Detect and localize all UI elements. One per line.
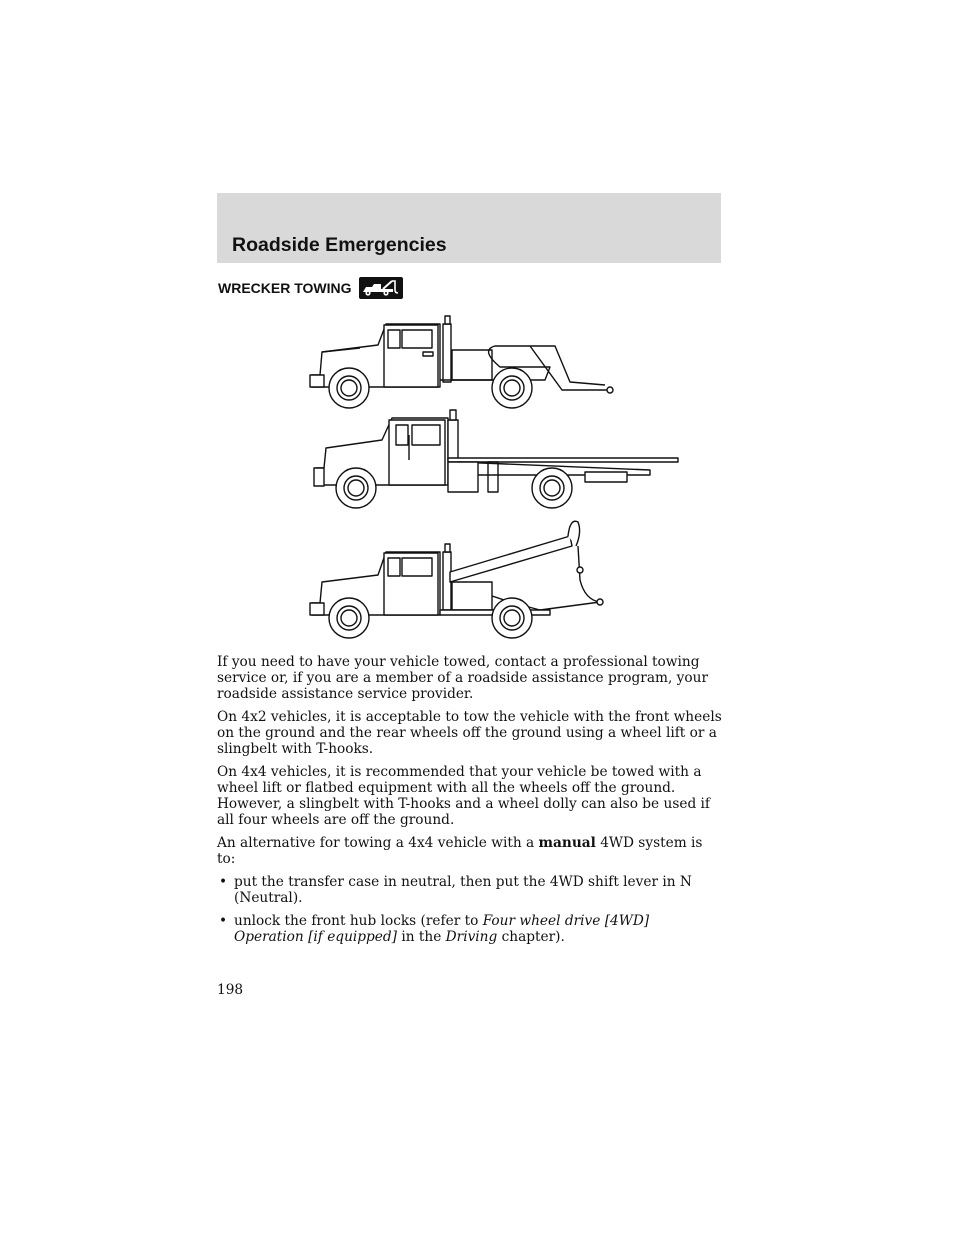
paragraph: On 4x2 vehicles, it is acceptable to tow the vehicle with the front wheels on the ground and the rear wheels off the ground using a wheel lift or a slingbelt with T-hooks. xyxy=(217,709,722,757)
body-text xyxy=(217,654,723,952)
paragraph xyxy=(217,835,723,867)
text-run: 4WD system is to: xyxy=(217,835,703,867)
tow-truck-icon xyxy=(359,277,403,299)
paragraph: On 4x4 vehicles, it is recommended that your vehicle be towed with a wheel lift or flatbed equipment with all the wheels off the ground. However, a slingbelt with T-hooks and a wheel dolly can also be used if all four wheels are off the ground. xyxy=(217,764,710,828)
emphasis-manual: manual xyxy=(538,835,596,851)
bullet-list xyxy=(217,874,723,945)
wheel-lift-tow-truck xyxy=(310,316,613,408)
text-run: put the transfer case in neutral, then put the 4WD shift lever in N (Neutral). xyxy=(234,874,692,906)
slingbelt-tow-truck xyxy=(310,521,603,638)
paragraph: If you need to have your vehicle towed, contact a professional towing service or, if you are a member of a roadside assistance program, your roadside assistance service provider. xyxy=(217,654,709,702)
section-heading xyxy=(218,276,403,300)
page-title: Roadside Emergencies xyxy=(232,234,447,256)
section-heading-text: WRECKER TOWING xyxy=(218,280,352,296)
text-run: unlock the front hub locks (refer to xyxy=(234,913,483,929)
towing-illustration xyxy=(300,310,690,640)
page-number: 198 xyxy=(217,982,244,998)
header-band xyxy=(217,193,721,263)
list-item xyxy=(217,913,723,945)
list-item xyxy=(217,874,723,906)
text-run: in the xyxy=(397,929,446,945)
chapter-reference: Driving xyxy=(445,929,498,945)
text-run: An alternative for towing a 4x4 vehicle with a xyxy=(217,835,539,851)
flatbed-tow-truck xyxy=(314,410,678,508)
cross-reference: Four wheel drive [4WD] Operation [if equipped] xyxy=(234,913,650,945)
text-run: chapter). xyxy=(497,929,565,945)
